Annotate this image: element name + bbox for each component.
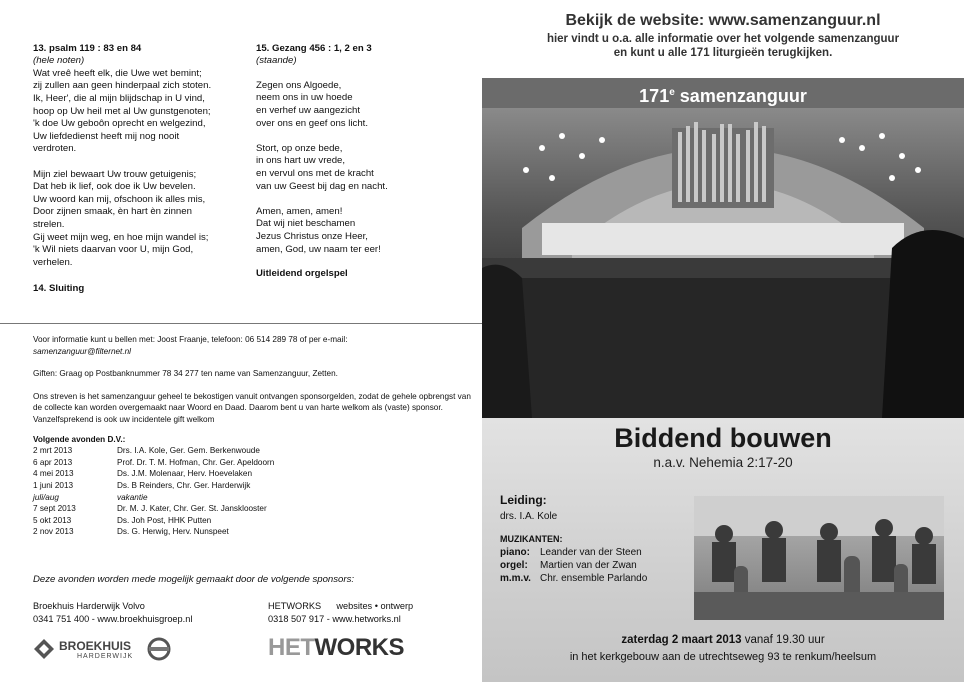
avond-date: 7 sept 2013 xyxy=(33,504,76,514)
avond-date: 2 mrt 2013 xyxy=(33,446,73,456)
volgende-header: Volgende avonden D.V.: xyxy=(33,434,126,444)
avond-date: 1 juni 2013 xyxy=(33,480,74,490)
mmv-name: Chr. ensemble Parlando xyxy=(540,573,648,584)
hetworks-logo-b: WORKS xyxy=(314,634,404,661)
avond-speaker: Dr. M. J. Kater, Chr. Ger. St. Jansklooster xyxy=(117,504,267,514)
website-line: Bekijk de website: www.samenzanguur.nl xyxy=(565,12,881,29)
avond-row xyxy=(33,480,473,492)
sponsor-hetworks xyxy=(268,600,478,626)
orgel-name: Martien van der Zwan xyxy=(540,560,637,571)
gezang-block xyxy=(256,30,466,281)
ensemble-photo xyxy=(694,496,944,620)
broekhuis-logo xyxy=(33,636,143,664)
orgel-row xyxy=(500,559,690,572)
piano-row xyxy=(500,546,690,559)
avond-row xyxy=(33,526,473,538)
info-block xyxy=(33,334,473,538)
main-title: Biddend bouwen xyxy=(614,423,832,453)
orgel-label: orgel: xyxy=(500,560,528,571)
avond-date: 2 nov 2013 xyxy=(33,527,74,537)
piano-name: Leander van der Steen xyxy=(540,547,642,558)
avond-speaker: Prof. Dr. T. M. Hofman, Chr. Ger. Apeldoorn xyxy=(117,457,275,467)
gezang-note: (staande) xyxy=(256,55,297,67)
psalm-text: Wat vreê heeft elk, die Uwe wet bemint; zij zullen aan geen hinderpaal zich stoten. Ik, Heer', die al mijn blijdschap in U vind, hoop op Uw heil met al Uw gunstgenoten; 'k doe Uw geboôn oprecht en welgezind, Uw liefdedienst heeft mij nog nooit verdroten. Mijn ziel bewaart Uw trouw getuigenis; Dat heb ik lief, ook doe ik Uw bevelen. Uw woord kan mij, ofschoon ik alles mis, Door zijnen smaak, èn hart èn zinnen strelen. Gij weet mijn weg, en hoe mijn wandel is; 'k Wil niets daarvan voor U, mijn God, verhelen. xyxy=(33,67,212,268)
banner-text: samenzanguur xyxy=(679,86,807,106)
church-photo-drawing xyxy=(482,108,964,418)
volvo-logo-icon xyxy=(146,636,172,662)
avond-date: 6 apr 2013 xyxy=(33,457,73,467)
giften-text: Giften: Graag op Postbanknummer 78 34 277 ten name van Samenzanguur, Zetten. xyxy=(33,369,338,379)
avond-speaker: Drs. I.A. Kole, Ger. Gem. Berkenwoude xyxy=(117,446,260,456)
section-divider xyxy=(0,323,482,324)
event-date-bold: zaterdag 2 maart 2013 xyxy=(621,634,742,646)
avond-row xyxy=(33,503,473,515)
hetworks-logo-a: HET xyxy=(268,634,315,661)
avond-speaker: Ds. G. Herwig, Herv. Nunspeet xyxy=(117,527,229,537)
avond-row xyxy=(33,445,473,457)
avond-date: 4 mei 2013 xyxy=(33,469,74,479)
hetworks-logo xyxy=(268,634,404,662)
avond-row xyxy=(33,468,473,480)
sluiting-heading: 14. Sluiting xyxy=(33,283,85,295)
broekhuis-logo-text: BROEKHUIS xyxy=(59,639,132,653)
avond-row xyxy=(33,515,473,527)
sponsor1-name: Broekhuis Harderwijk Volvo xyxy=(33,601,145,611)
website-block xyxy=(482,12,964,59)
info-email: samenzanguur@filternet.nl xyxy=(33,346,131,356)
psalm-block xyxy=(33,30,255,296)
avond-date: juli/aug xyxy=(33,492,59,502)
avond-row xyxy=(33,457,473,469)
sponsors-intro: Deze avonden worden mede mogelijk gemaakt door de volgende sponsors: xyxy=(33,574,355,585)
mmv-row xyxy=(500,572,690,585)
muzikanten-label: MUZIKANTEN: xyxy=(500,534,563,544)
gezang-text: Zegen ons Algoede, neem ons in uw hoede en verhef uw aangezicht over ons en geef ons licht. Stort, op onze bede, in ons hart uw vrede, en vervul ons met de kracht van uw Geest bij dag en nacht. Amen, amen, amen! Dat wij niet beschamen Jezus Christus onze Heer, amen, God, uw naam ter eer! xyxy=(256,79,388,255)
avond-speaker: vakantie xyxy=(117,492,148,502)
mmv-label: m.m.v. xyxy=(500,573,531,584)
psalm-header: 13. psalm 119 : 83 en 84 xyxy=(33,42,142,54)
avond-row xyxy=(33,492,473,504)
psalm-note: (hele noten) xyxy=(33,55,85,67)
piano-label: piano: xyxy=(500,547,530,558)
sponsor-broekhuis xyxy=(33,600,263,626)
leiding-name: drs. I.A. Kole xyxy=(500,511,558,522)
gezang-header: 15. Gezang 456 : 1, 2 en 3 xyxy=(256,42,372,54)
uitleidend-heading: Uitleidend orgelspel xyxy=(256,268,348,280)
event-time: vanaf 19.30 uur xyxy=(741,634,825,646)
website-sub2: en kunt u alle 171 liturgieën terugkijken. xyxy=(613,47,833,59)
broekhuis-logo-sub: HARDERWIJK xyxy=(77,653,134,660)
info-line: Voor informatie kunt u bellen met: Joost Fraanje, telefoon: 06 514 289 78 of per e-mail: xyxy=(33,335,348,344)
event-date xyxy=(482,634,964,646)
edition-banner xyxy=(482,78,964,108)
website-sub1: hier vindt u o.a. alle informatie over het volgende samenzanguur xyxy=(546,33,900,45)
event-location: in het kerkgebouw aan de utrechtseweg 93 te renkum/heelsum xyxy=(569,651,877,663)
sponsor2-contact: 0318 507 917 - www.hetworks.nl xyxy=(268,614,401,624)
sponsor2-name: HETWORKS websites • ontwerp xyxy=(268,601,414,611)
streven-text: Ons streven is het samenzanguur geheel te bekostigen vanuit ontvangen sponsorgelden, zodat de gehele opbrengst van de collecte kan worden overgemaakt naar Woord en Daad. Daarom bent u van harte welkom als (vaste) sponsor. Vanzelfsprekend is ook uw incidentele gift welkom xyxy=(33,391,471,424)
avond-speaker: Ds. B Reinders, Chr. Ger. Harderwijk xyxy=(117,480,251,490)
banner-superscript: e xyxy=(669,87,675,98)
avond-speaker: Ds. J.M. Molenaar, Herv. Hoevelaken xyxy=(117,469,252,479)
leiding-label: Leiding: xyxy=(500,493,547,507)
ensemble-photo-drawing xyxy=(694,496,944,620)
broekhuis-emblem-icon xyxy=(33,638,55,660)
church-photo xyxy=(482,108,964,418)
subtitle: n.a.v. Nehemia 2:17-20 xyxy=(653,455,793,470)
banner-number: 171 xyxy=(639,86,670,106)
avond-date: 5 okt 2013 xyxy=(33,515,72,525)
sponsor1-contact: 0341 751 400 - www.broekhuisgroep.nl xyxy=(33,614,193,624)
avonden-list xyxy=(33,445,473,538)
avond-speaker: Ds. Joh Post, HHK Putten xyxy=(117,515,212,525)
leiding-block xyxy=(500,494,690,585)
